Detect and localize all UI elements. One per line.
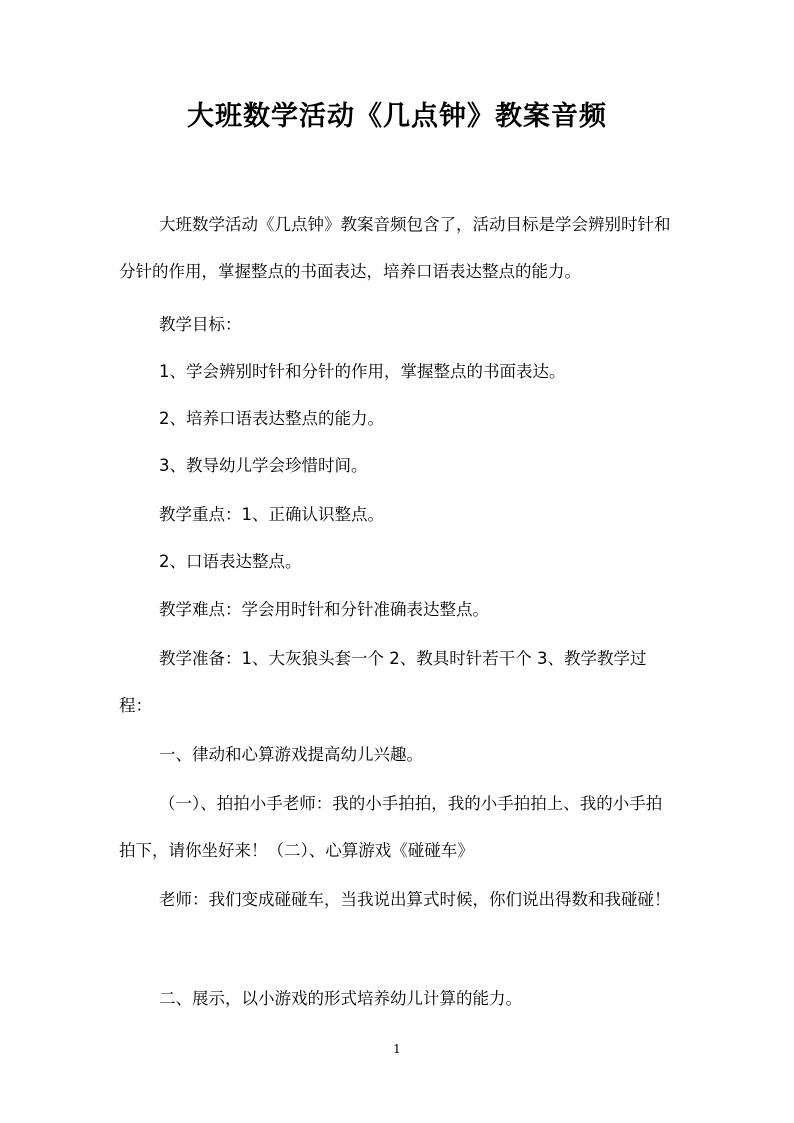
paragraph-teacher: 老师：我们变成碰碰车，当我说出算式时候，你们说出得数和我碰碰！ <box>159 890 671 909</box>
paragraph-activity-1: （一）、拍拍小手老师：我的小手拍拍，我的小手拍拍上、我的小手拍拍下，请你坐好来！（二）、心算游戏《碰碰车》 <box>119 794 663 860</box>
paragraph-goal-3: 3、教导幼儿学会珍惜时间。 <box>159 456 368 475</box>
paragraph-section-2: 二、展示，以小游戏的形式培养幼儿计算的能力。 <box>159 989 522 1008</box>
paragraph-intro: 大班数学活动《几点钟》教案音频包含了，活动目标是学会辨别时针和分针的作用，掌握整点的书面表达，培养口语表达整点的能力。 <box>119 215 671 281</box>
paragraph-preparation: 教学准备：1、大灰狼头套一个 2、教具时针若干个 3、教学教学过程： <box>119 649 647 715</box>
paragraph-goals-heading: 教学目标： <box>159 315 242 334</box>
page-number: 1 <box>393 1042 401 1056</box>
paragraph-goal-2: 2、培养口语表达整点的能力。 <box>159 409 384 428</box>
paragraph-goal-1: 1、学会辨别时针和分针的作用，掌握整点的书面表达。 <box>159 362 566 381</box>
paragraph-key-point-2: 2、口语表达整点。 <box>159 552 302 571</box>
paragraph-section-1: 一、律动和心算游戏提高幼儿兴趣。 <box>159 745 423 764</box>
document-title: 大班数学活动《几点钟》教案音频 <box>187 101 607 132</box>
paragraph-difficulty: 教学难点：学会用时针和分针准确表达整点。 <box>159 600 489 619</box>
paragraph-key-point-1: 教学重点：1、正确认识整点。 <box>159 505 384 524</box>
